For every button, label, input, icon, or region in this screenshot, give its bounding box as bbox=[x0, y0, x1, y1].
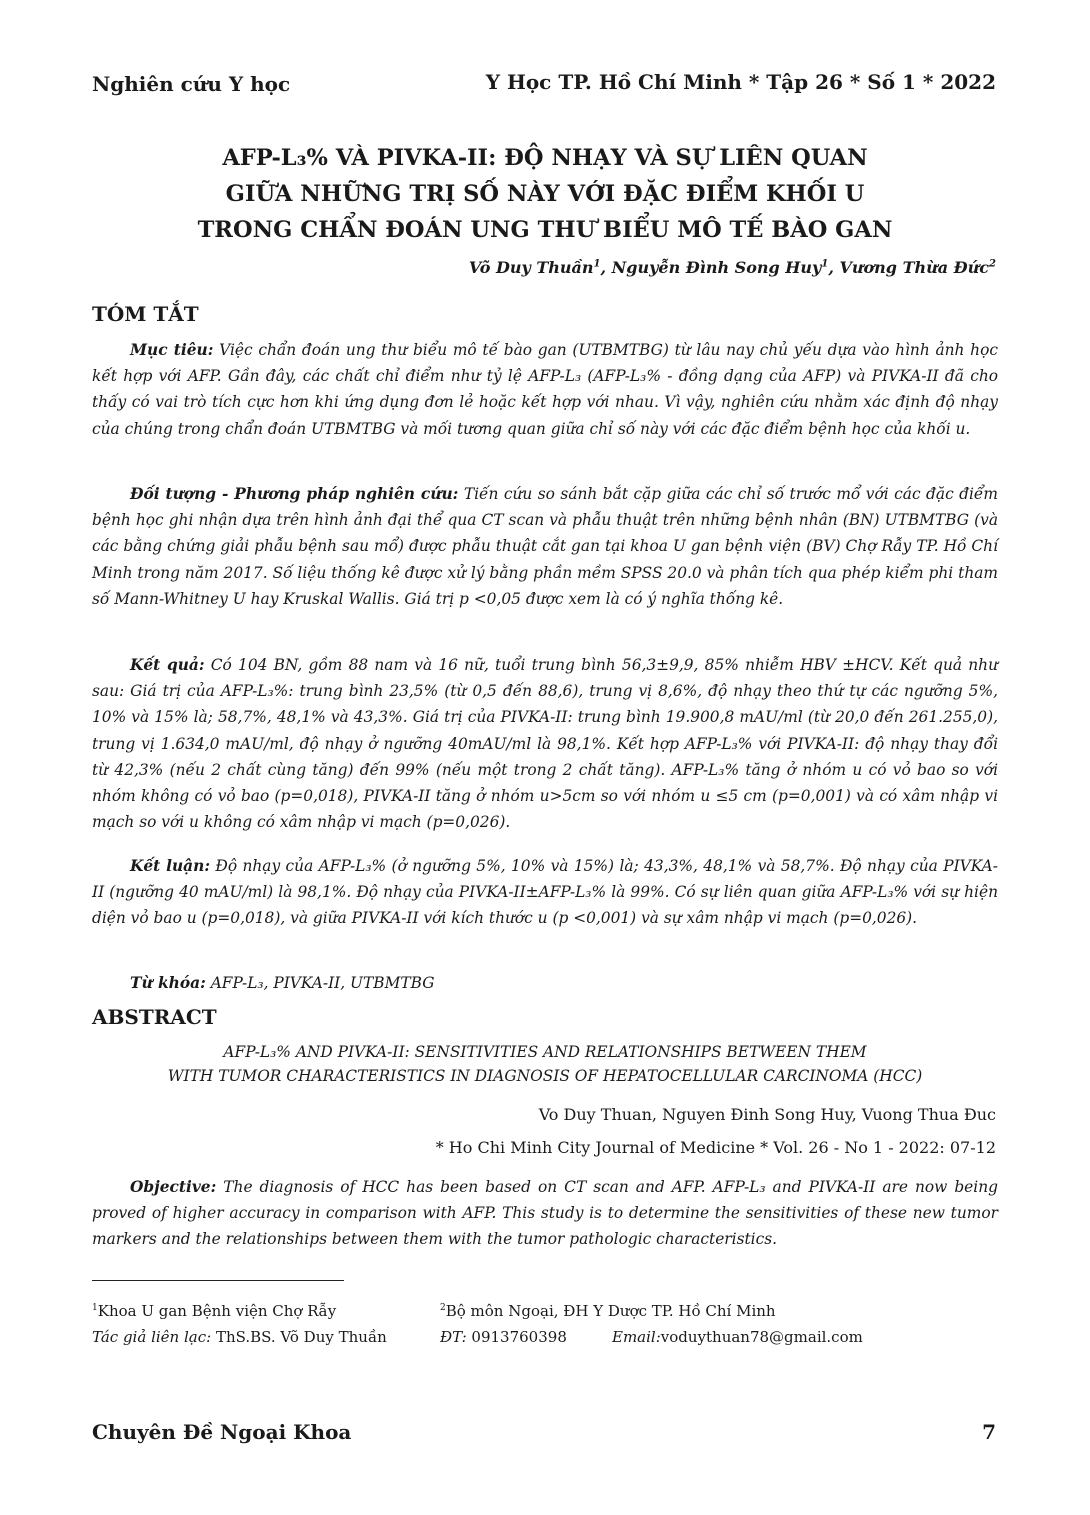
abstract-citation: * Ho Chi Minh City Journal of Medicine * Vol. 26 - No 1 - 2022: 07-12 bbox=[435, 1138, 996, 1157]
footnote-affiliation-2 bbox=[440, 1302, 776, 1320]
footnote-phone bbox=[440, 1328, 567, 1346]
paragraph-ket-qua bbox=[92, 652, 998, 835]
title-line-3: TRONG CHẨN ĐOÁN UNG THƯ BIỂU MÔ TẾ BÀO GAN bbox=[197, 217, 893, 243]
tu-khoa-label: Từ khóa: bbox=[130, 974, 206, 992]
author-list: Võ Duy Thuần$^1$, Nguyễn Đình Song Huy$^1$, Vương Thừa Đức$^2$ bbox=[468, 258, 996, 277]
ket-luan-label: Kết luận: bbox=[130, 857, 211, 875]
footnote-email bbox=[612, 1328, 863, 1346]
footnote-affiliation-1 bbox=[92, 1302, 336, 1320]
affil-2-marker: 2 bbox=[440, 1303, 446, 1313]
muc-tieu-label: Mục tiêu: bbox=[130, 341, 214, 359]
paragraph-muc-tieu bbox=[92, 337, 998, 442]
ket-qua-label: Kết quả: bbox=[130, 656, 205, 674]
abstract-title-line-1: AFP-L₃% AND PIVKA-II: SENSITIVITIES AND RELATIONSHIPS BETWEEN THEM bbox=[223, 1043, 867, 1061]
title-line-1: AFP-L₃% VÀ PIVKA-II: ĐỘ NHẠY VÀ SỰ LIÊN QUAN bbox=[222, 145, 868, 171]
objective-label: Objective: bbox=[130, 1178, 217, 1196]
contact-name: ThS.BS. Võ Duy Thuần bbox=[215, 1328, 387, 1346]
abstract-title bbox=[92, 1040, 998, 1088]
author-1: Võ Duy Thuần bbox=[468, 258, 594, 277]
paragraph-doi-tuong bbox=[92, 481, 998, 612]
muc-tieu-text: Việc chẩn đoán ung thư biểu mô tế bào gan (UTBMTBG) từ lâu nay chủ yếu dựa vào hình ảnh học kết hợp với AFP. Gần đây, các chất chỉ điểm như tỷ lệ AFP-L₃ (AFP-L₃% - đồng dạng của AFP) và PIVKA-II đã cho thấy có vai trò tích cực hơn khi ứng dụng đơn lẻ hoặc kết hợp với nhau. Vì vậy, nghiên cứu nhằm xác định độ nhạy của chúng trong chẩn đoán UTBMTBG và mối tương quan giữa chỉ số này với các đặc điểm bệnh học của khối u. bbox=[92, 341, 998, 438]
affil-2-text: Bộ môn Ngoại, ĐH Y Dược TP. Hồ Chí Minh bbox=[445, 1302, 776, 1320]
paragraph-objective bbox=[92, 1174, 998, 1253]
footnote-divider bbox=[92, 1280, 344, 1281]
email-address[interactable]: voduythuan78@gmail.com bbox=[660, 1328, 863, 1346]
footnote-contact bbox=[92, 1328, 387, 1346]
running-header-right: Y Học TP. Hồ Chí Minh * Tập 26 * Số 1 * 2022 bbox=[485, 70, 996, 94]
running-header-left: Nghiên cứu Y học bbox=[92, 72, 291, 96]
objective-text: The diagnosis of HCC has been based on CT scan and AFP. AFP-L₃ and PIVKA-II are now being proved of higher accuracy in comparison with AFP. This study is to determine the sensitivities of these new tumor markers and the relationships between them with the tumor pathologic characteristics. bbox=[92, 1178, 998, 1249]
affil-1-text: Khoa U gan Bệnh viện Chợ Rẫy bbox=[97, 1302, 337, 1320]
affil-1-marker: 1 bbox=[92, 1303, 98, 1313]
abstract-heading: ABSTRACT bbox=[92, 1005, 217, 1029]
paragraph-ket-luan bbox=[92, 853, 998, 932]
author-3-affil: 2 bbox=[989, 258, 996, 270]
contact-label: Tác giả liên lạc: bbox=[92, 1328, 212, 1346]
doi-tuong-label: Đối tượng - Phương pháp nghiên cứu: bbox=[130, 485, 459, 503]
author-2-affil: 1 bbox=[821, 258, 829, 270]
phone-label: ĐT: bbox=[440, 1328, 467, 1346]
page-number: 7 bbox=[982, 1420, 996, 1444]
phone-number: 0913760398 bbox=[471, 1328, 567, 1346]
paragraph-tu-khoa bbox=[92, 970, 998, 996]
title-line-2: GIỮA NHỮNG TRỊ SỐ NÀY VỚI ĐẶC ĐIỂM KHỐI U bbox=[225, 181, 865, 207]
abstract-authors: Vo Duy Thuan, Nguyen Đinh Song Huy, Vuong Thua Đuc bbox=[538, 1105, 996, 1124]
running-footer: Chuyên Đề Ngoại Khoa bbox=[92, 1420, 352, 1444]
tu-khoa-text: AFP-L₃, PIVKA-II, UTBMTBG bbox=[210, 974, 435, 992]
author-2: Nguyễn Đình Song Huy bbox=[611, 258, 822, 277]
doi-tuong-text: Tiến cứu so sánh bắt cặp giữa các chỉ số trước mổ với các đặc điểm bệnh học ghi nhận dựa trên hình ảnh đại thể qua CT scan và phẫu thuật trên những bệnh nhân (BN) UTBMTBG (và các bằng chứng giải phẫu bệnh sau mổ) được phẫu thuật cắt gan tại khoa U gan bệnh viện (BV) Chợ Rẫy TP. Hồ Chí Minh trong năm 2017. Số liệu thống kê được xử lý bằng phần mềm SPSS 20.0 và phân tích qua phép kiểm phi tham số Mann-Whitney U hay Kruskal Wallis. Giá trị p <0,05 được xem là có ý nghĩa thống kê. bbox=[92, 485, 998, 608]
abstract-title-line-2: WITH TUMOR CHARACTERISTICS IN DIAGNOSIS OF HEPATOCELLULAR CARCINOMA (HCC) bbox=[167, 1067, 923, 1085]
author-1-affil: 1 bbox=[593, 258, 601, 270]
tomtat-heading: TÓM TẮT bbox=[92, 302, 199, 326]
ket-qua-text: Có 104 BN, gồm 88 nam và 16 nữ, tuổi trung bình 56,3±9,9, 85% nhiễm HBV ±HCV. Kết quả như sau: Giá trị của AFP-L₃%: trung bình 23,5% (từ 0,5 đến 88,6), trung vị 8,6%, độ nhạy theo thứ tự các ngưỡng 5%, 10% và 15% là; 58,7%, 48,1% và 43,3%. Giá trị của PIVKA-II: trung bình 19.900,8 mAU/ml (từ 20,0 đến 261.255,0), trung vị 1.634,0 mAU/ml, độ nhạy ở ngưỡng 40mAU/ml là 98,1%. Kết hợp AFP-L₃% với PIVKA-II: độ nhạy thay đổi từ 42,3% (nếu 2 chất cùng tăng) đến 99% (nếu một trong 2 chất tăng). AFP-L₃% tăng ở nhóm u có vỏ bao so với nhóm không có vỏ bao (p=0,018), PIVKA-II tăng ở nhóm u>5cm so với nhóm u ≤5 cm (p=0,001) và có xâm nhập vi mạch so với u không có xâm nhập vi mạch (p=0,026). bbox=[92, 656, 998, 832]
email-label: Email: bbox=[612, 1328, 661, 1346]
author-3: Vương Thừa Đức bbox=[839, 258, 990, 277]
article-title bbox=[92, 140, 998, 248]
ket-luan-text: Độ nhạy của AFP-L₃% (ở ngưỡng 5%, 10% và 15%) là; 43,3%, 48,1% và 58,7%. Độ nhạy của PIVKA-II (ngưỡng 40 mAU/ml) là 98,1%. Độ nhạy của PIVKA-II±AFP-L₃% là 99%. Có sự liên quan giữa AFP-L₃% với sự hiện diện vỏ bao u (p=0,018), và giữa PIVKA-II với kích thước u (p <0,001) và sự xâm nhập vi mạch (p=0,026). bbox=[92, 857, 998, 928]
